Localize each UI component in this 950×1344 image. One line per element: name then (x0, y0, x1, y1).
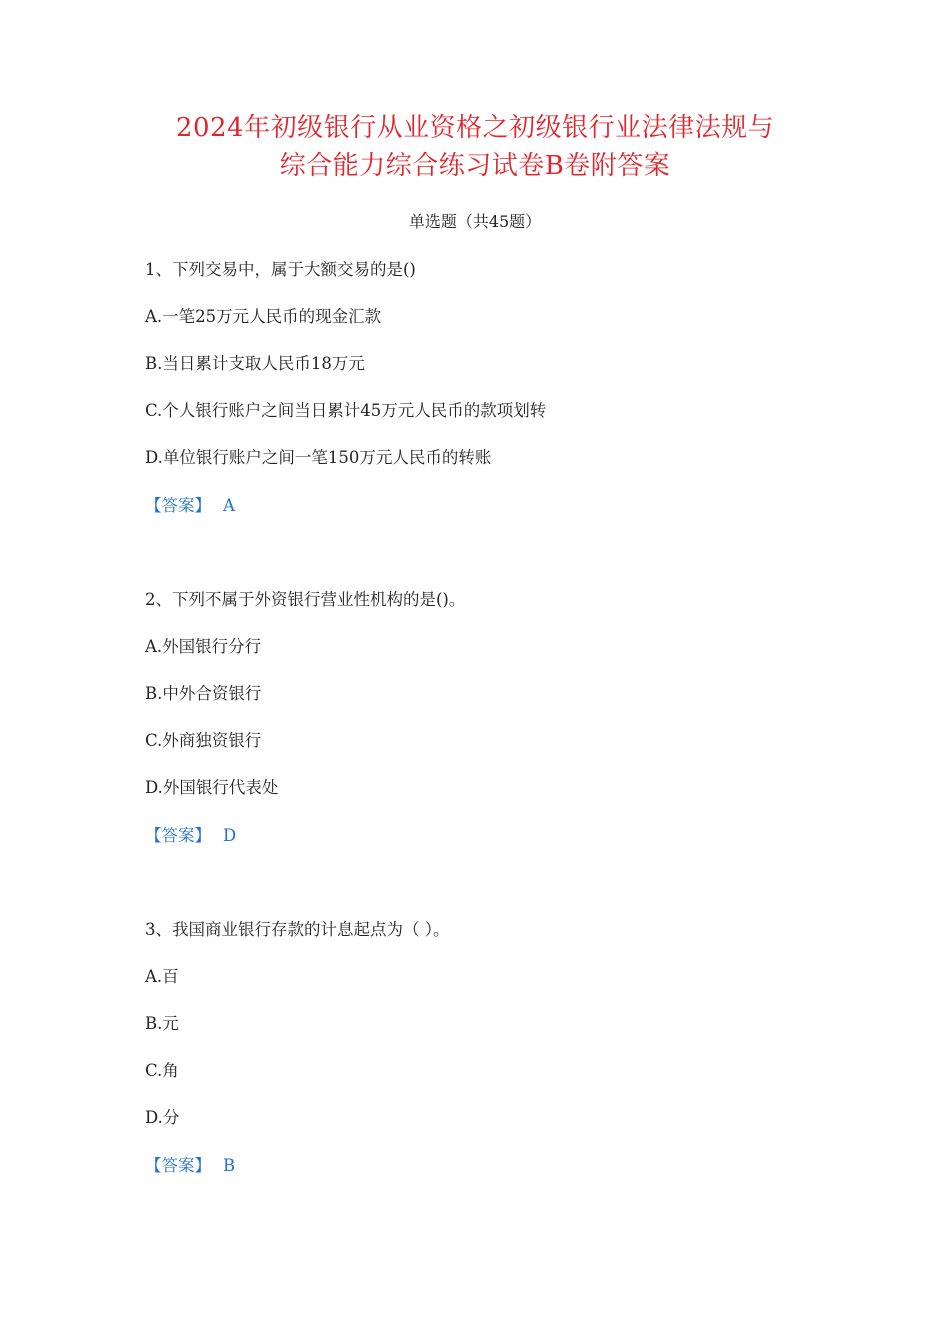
answer-value: B (223, 1156, 236, 1175)
question-2-option-b: B.中外合资银行 (145, 684, 262, 703)
answer-label: 【答案】 (145, 496, 211, 515)
document-title-line-1: 2024年初级银行从业资格之初级银行业法律法规与 (175, 113, 775, 143)
question-1-stem: 1、下列交易中，属于大额交易的是() (145, 260, 416, 279)
answer-value: A (223, 496, 235, 515)
question-3-stem: 3、我国商业银行存款的计息起点为（ ）。 (145, 920, 450, 939)
question-2-option-a: A.外国银行分行 (145, 637, 262, 656)
question-1-option-d: D.单位银行账户之间一笔150万元人民币的转账 (145, 448, 492, 467)
question-1-answer (145, 492, 235, 520)
question-2-stem: 2、下列不属于外资银行营业性机构的是()。 (145, 590, 466, 609)
question-1-option-c: C.个人银行账户之间当日累计45万元人民币的款项划转 (145, 401, 547, 420)
answer-label: 【答案】 (145, 826, 211, 845)
question-3-option-d: D.分 (145, 1108, 180, 1127)
question-3-option-a: A.百 (145, 967, 179, 986)
document-title-line-2: 综合能力综合练习试卷B卷附答案 (279, 151, 671, 181)
question-1-option-a: A.一笔25万元人民币的现金汇款 (145, 307, 382, 326)
question-3-option-b: B.元 (145, 1014, 179, 1033)
answer-value: D (223, 826, 237, 845)
question-1-option-b: B.当日累计支取人民币18万元 (145, 354, 365, 373)
question-3-option-c: C.角 (145, 1061, 179, 1080)
section-heading: 单选题（共45题） (408, 212, 542, 231)
question-2-option-d: D.外国银行代表处 (145, 778, 279, 797)
question-3-answer (145, 1152, 235, 1180)
question-2-answer (145, 822, 236, 850)
answer-label: 【答案】 (145, 1156, 211, 1175)
question-2-option-c: C.外商独资银行 (145, 731, 262, 750)
